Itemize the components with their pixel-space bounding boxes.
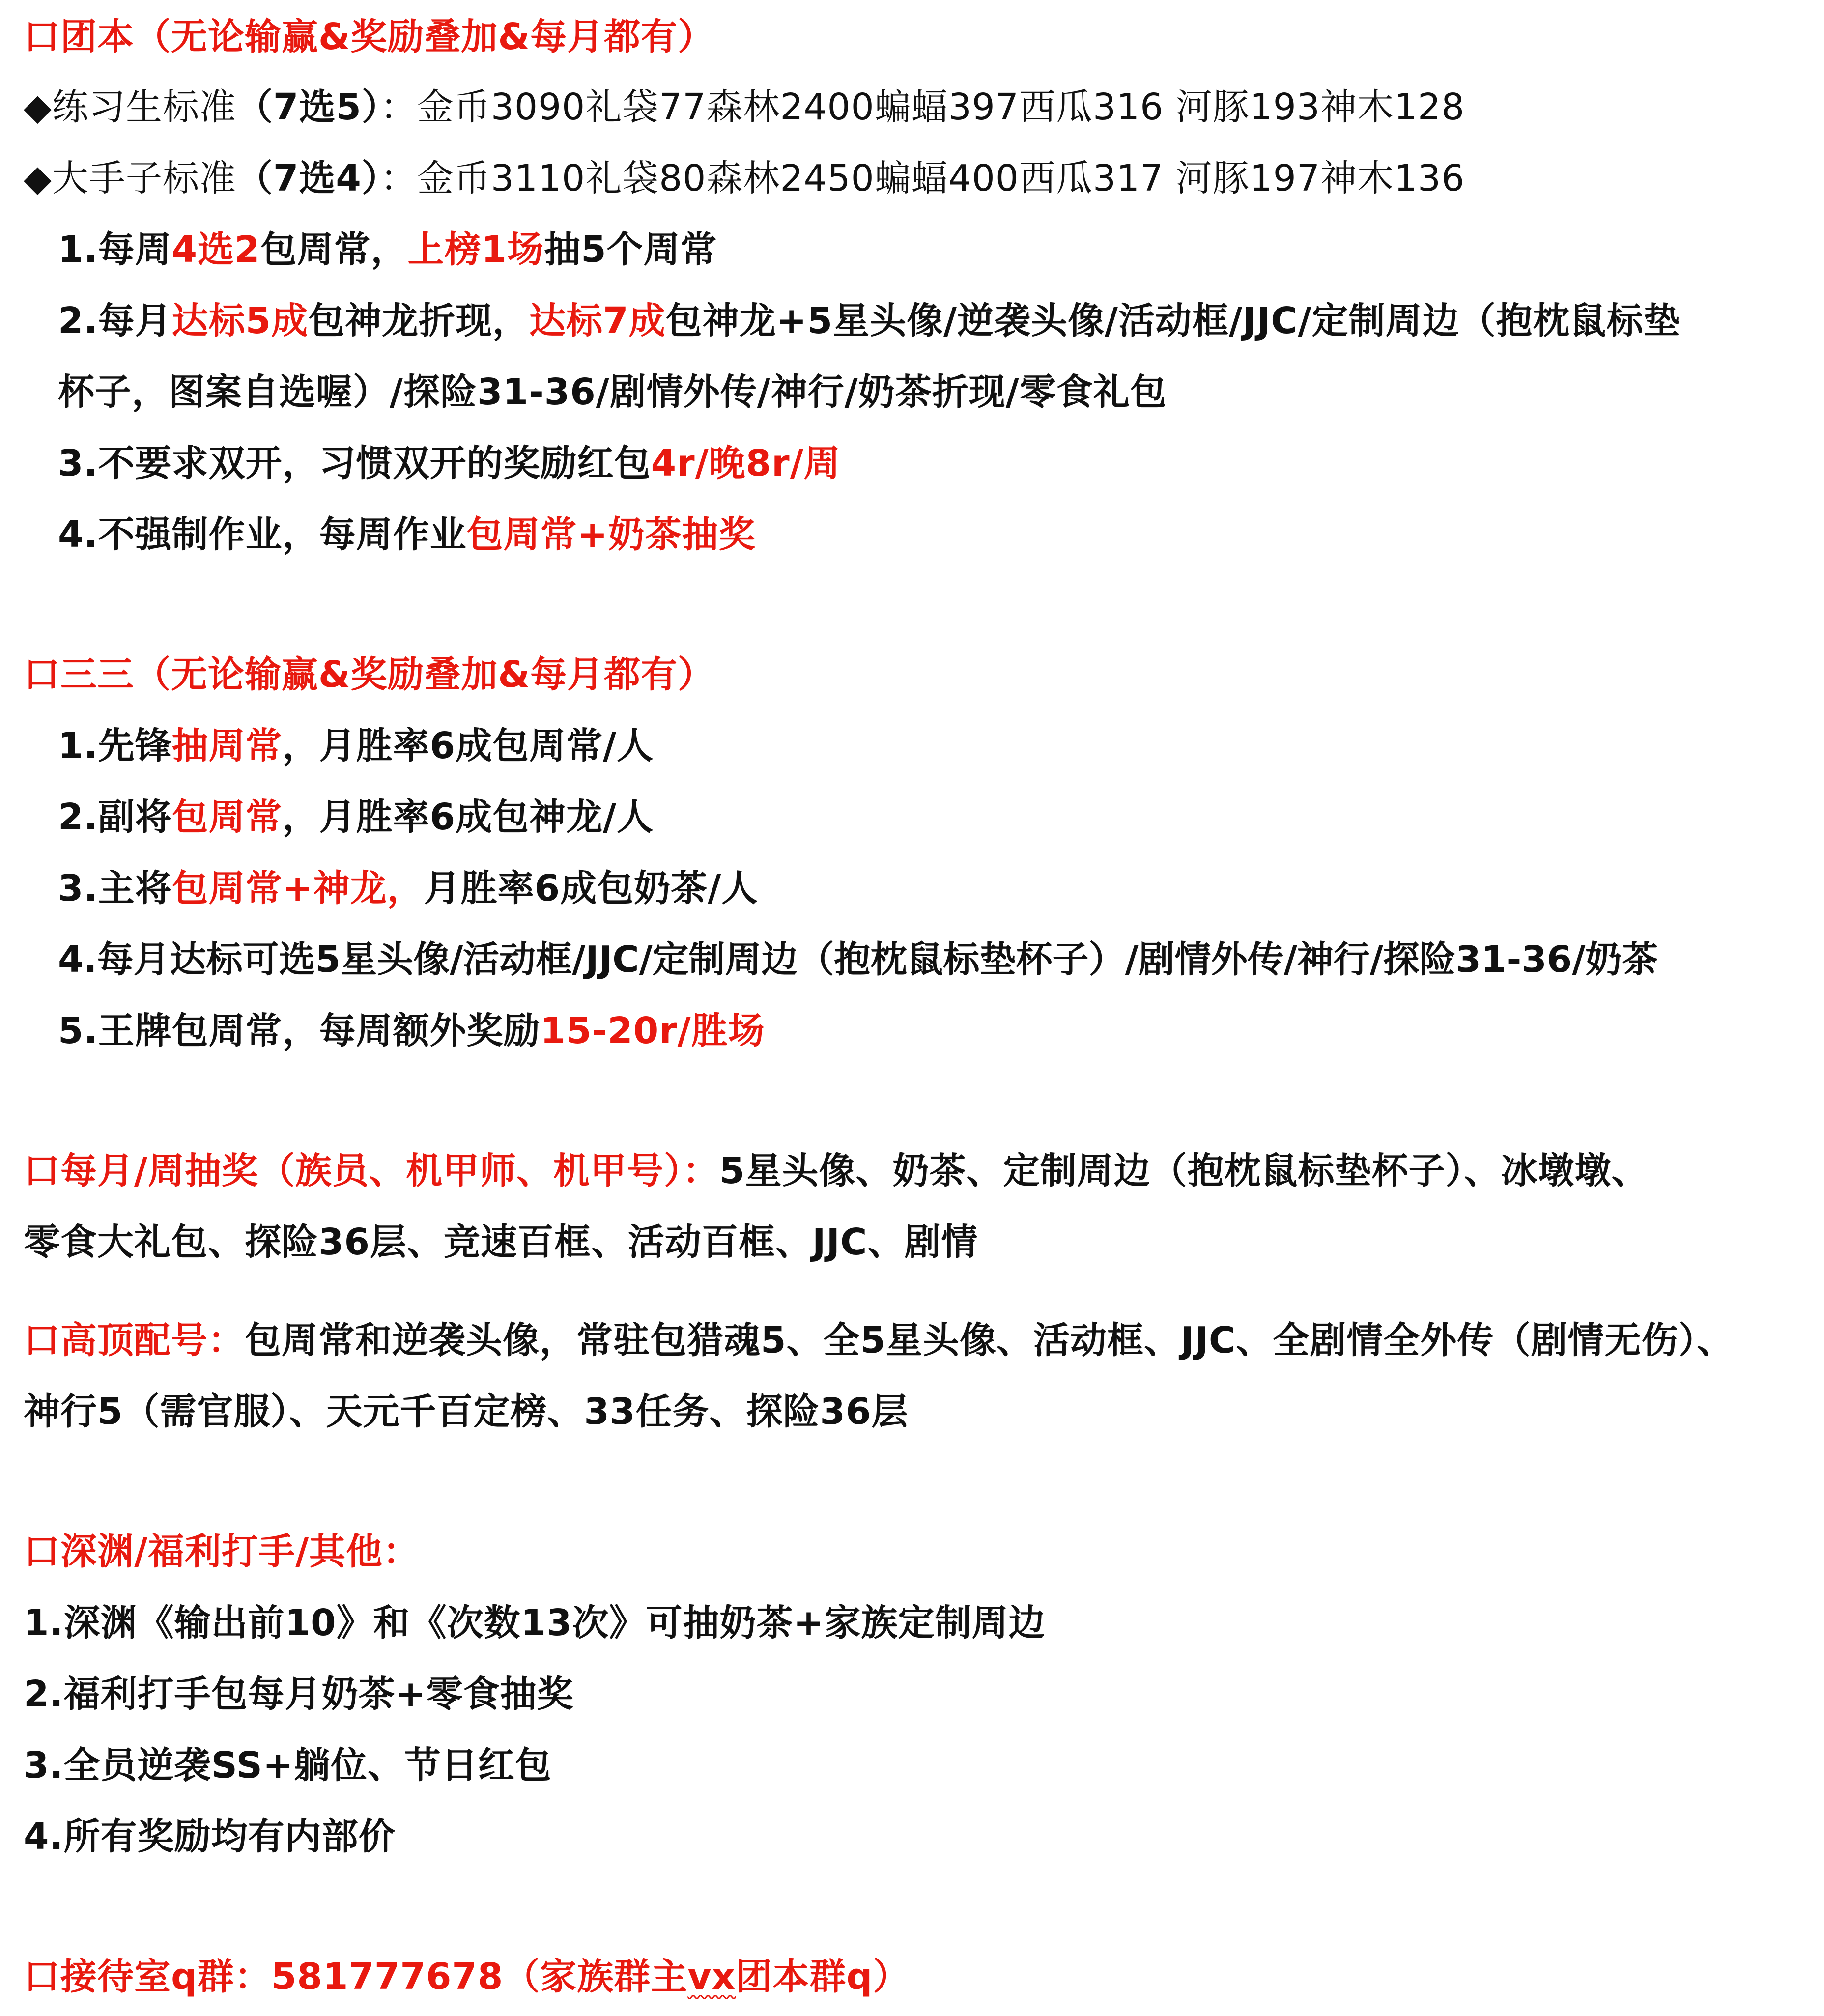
contact-rest: 团本群q）	[736, 1956, 910, 1998]
item-text: 1.先锋	[58, 725, 172, 767]
item-highlight: 达标7成	[529, 300, 666, 342]
tuanben-item-4	[58, 510, 756, 559]
account-row	[24, 1316, 1734, 1365]
sansan-item-2	[58, 793, 654, 842]
section-title-abyss: 口深渊/福利打手/其他：	[24, 1531, 420, 1573]
abyss-item-3: 3.全员逆袭SS+躺位、节日红包	[24, 1744, 552, 1787]
item-text: 包周常，	[260, 228, 408, 271]
item-text: 1.每周	[58, 228, 172, 271]
standard-row-trainee	[24, 83, 1465, 132]
item-highlight: 包周常	[171, 796, 283, 838]
standard-values: 金币3110礼袋80森林2450蝙蝠400西瓜317 河豚197神木136	[417, 157, 1465, 199]
item-highlight: 4r/晚8r/周	[651, 442, 841, 484]
item-text: 4.不强制作业，每周作业	[58, 513, 467, 556]
tuanben-item-2	[58, 296, 1681, 345]
sansan-item-5	[58, 1006, 765, 1055]
section-title-tuanben: 口团本（无论输赢&奖励叠加&每月都有）	[24, 16, 715, 58]
standard-separator: ：	[380, 157, 417, 199]
item-highlight: 4选2	[171, 228, 260, 271]
item-highlight: 抽周常	[171, 725, 283, 767]
account-row-continued: 神行5（需官服）、天元千百定榜、33任务、探险36层	[24, 1391, 909, 1433]
abyss-item-4: 4.所有奖励均有内部价	[24, 1816, 396, 1858]
item-text: 3.不要求双开，习惯双开的奖励红包	[58, 442, 651, 484]
item-text: ，月胜率6成包神龙/人	[282, 796, 654, 838]
lottery-text: 5星头像、奶茶、定制周边（抱枕鼠标垫杯子）、冰墩墩、	[719, 1150, 1649, 1192]
contact-row	[24, 1952, 910, 2001]
item-highlight: 15-20r/胜场	[540, 1010, 765, 1052]
account-label: 口高顶配号：	[24, 1319, 245, 1362]
item-text: 抽5个周常	[544, 228, 717, 271]
standard-pick: （7选4）	[236, 157, 380, 199]
item-highlight: 上榜1场	[407, 228, 544, 271]
lottery-label: 口每月/周抽奖（族员、机甲师、机甲号）：	[24, 1150, 720, 1192]
item-text: 2.副将	[58, 796, 172, 838]
item-text: 包神龙折现，	[308, 300, 530, 342]
standard-values: 金币3090礼袋77森林2400蝙蝠397西瓜316 河豚193神木128	[417, 86, 1465, 128]
item-text: 3.主将	[58, 867, 172, 909]
standard-name: ◆大手子标准	[24, 157, 236, 199]
sansan-item-3	[58, 864, 758, 913]
item-highlight: 包周常+神龙，	[171, 867, 424, 909]
contact-vx: vx	[687, 1956, 736, 1998]
standard-pick: （7选5）	[236, 86, 380, 128]
item-text: 包神龙+5星头像/逆袭头像/活动框/JJC/定制周边（抱枕鼠标垫	[665, 300, 1681, 342]
sansan-item-4	[58, 935, 1658, 984]
lottery-row-continued: 零食大礼包、探险36层、竞速百框、活动百框、JJC、剧情	[24, 1221, 978, 1263]
contact-label: 口接待室q群：581777678（家族群主	[24, 1956, 688, 1998]
section-title-sansan: 口三三（无论输赢&奖励叠加&每月都有）	[24, 653, 715, 696]
item-highlight: 达标5成	[171, 300, 309, 342]
standard-row-expert	[24, 154, 1465, 203]
tuanben-item-2-continued: 杯子，图案自选喔）/探险31-36/剧情外传/神行/奶茶折现/零食礼包	[58, 371, 1167, 413]
item-highlight: 包周常+奶茶抽奖	[466, 513, 756, 556]
abyss-item-2: 2.福利打手包每月奶茶+零食抽奖	[24, 1673, 574, 1715]
account-text: 包周常和逆袭头像，常驻包猎魂5、全5星头像、活动框、JJC、全剧情全外传（剧情无伤）、	[245, 1319, 1734, 1362]
standard-separator: ：	[380, 86, 417, 128]
tuanben-item-3	[58, 439, 841, 488]
item-text: ，月胜率6成包周常/人	[282, 725, 654, 767]
lottery-row	[24, 1146, 1649, 1195]
standard-name: ◆练习生标准	[24, 86, 236, 128]
tuanben-item-1	[58, 225, 717, 274]
item-text: 2.每月	[58, 300, 172, 342]
item-text: 月胜率6成包奶茶/人	[424, 867, 759, 909]
sansan-item-1	[58, 721, 654, 770]
abyss-item-1: 1.深渊《输出前10》和《次数13次》可抽奶茶+家族定制周边	[24, 1602, 1046, 1644]
item-text: 4.每月达标可选5星头像/活动框/JJC/定制周边（抱枕鼠标垫杯子）/剧情外传/神行/探险31-36/奶茶	[58, 938, 1658, 981]
item-text: 5.王牌包周常，每周额外奖励	[58, 1010, 541, 1052]
